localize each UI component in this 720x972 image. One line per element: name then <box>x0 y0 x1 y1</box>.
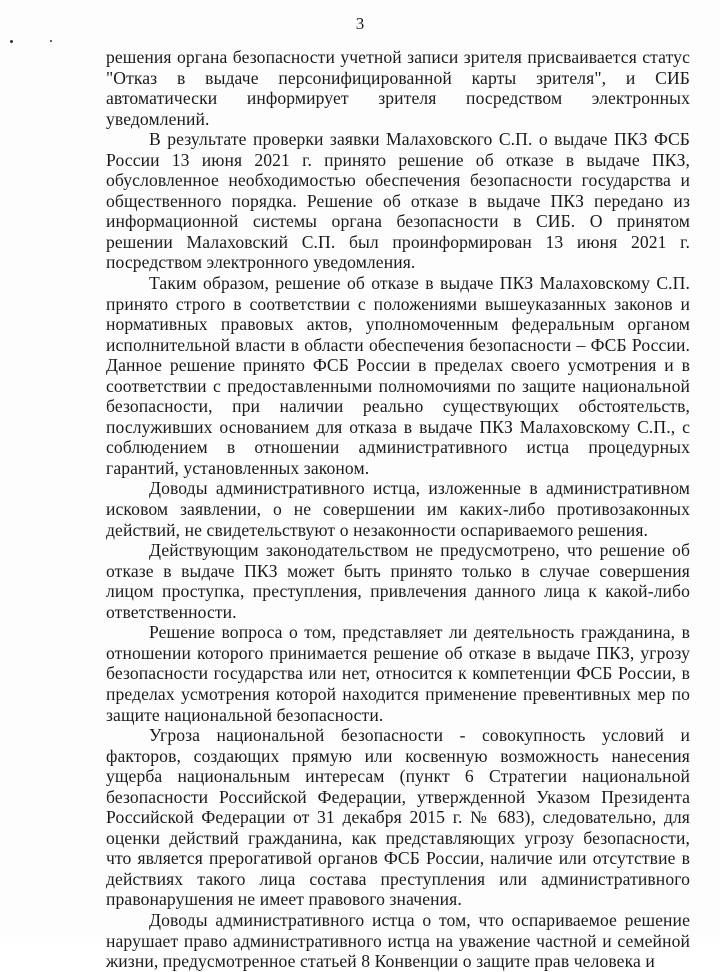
scan-speck <box>50 40 52 42</box>
scan-speck <box>10 40 13 43</box>
paragraph: В результате проверки заявки Малаховского С.П. о выдаче ПКЗ ФСБ России 13 июня 2021 г. принято решение об отказе в выдаче ПКЗ, обусловленное необходимостью обеспечения безопасности государства и общественного порядка. Решение об отказе в выдаче ПКЗ передано из информационной системы органа безопасности в СИБ. О принятом решении Малаховский С.П. был проинформирован 13 июня 2021 г. посредством электронного уведомления. <box>106 129 690 273</box>
paragraph: Угроза национальной безопасности - совокупность условий и факторов, создающих прямую или косвенную возможность нанесения ущерба национальным интересам (пункт 6 Стратегии национальной безопасности Российской Федерации, утвержденной Указом Президента Российской Федерации от 31 декабря 2015 г. № 683), следовательно, для оценки действий гражданина, как представляющих угрозу безопасности, что является прерогативой органов ФСБ России, наличие или отсутствие в действиях такого лица состава преступления или административного правонарушения не имеет правового значения. <box>106 725 690 910</box>
paragraph: Решение вопроса о том, представляет ли деятельность гражданина, в отношении которого принимается решение об отказе в выдаче ПКЗ, угрозу безопасности государства или нет, относится к компетенции ФСБ России, в пределах усмотрения которой находится применение превентивных мер по защите национальной безопасности. <box>106 622 690 725</box>
document-body <box>106 47 690 972</box>
paragraph: Доводы административного истца, изложенные в административном исковом заявлении, о не совершении им каких-либо противозаконных действий, не свидетельствуют о незаконности оспариваемого решения. <box>106 478 690 540</box>
page-number: 3 <box>355 14 365 33</box>
paragraph-continuation: решения органа безопасности учетной записи зрителя присваивается статус "Отказ в выдаче персонифицированной карты зрителя", и СИБ автоматически информирует зрителя посредством электронных уведомлений. <box>106 47 690 129</box>
paragraph: Доводы административного истца о том, что оспариваемое решение нарушает право административного истца на уважение частной и семейной жизни, предусмотренное статьей 8 Конвенции о защите прав человека и <box>106 909 690 972</box>
paragraph: Действующим законодательством не предусмотрено, что решение об отказе в выдаче ПКЗ может быть принято только в случае совершения лицом проступка, преступления, привлечения данного лица к какой-либо ответственности. <box>106 540 690 622</box>
paragraph: Таким образом, решение об отказе в выдаче ПКЗ Малаховскому С.П. принято строго в соответствии с положениями вышеуказанных законов и нормативных правовых актов, уполномоченным федеральным органом исполнительной власти в области обеспечения безопасности – ФСБ России. Данное решение принято ФСБ России в пределах своего усмотрения и в соответствии с предоставленными полномочиями по защите национальной безопасности, при наличии реально существующих обстоятельств, послуживших основанием для отказа в выдаче ПКЗ Малаховскому С.П., с соблюдением в отношении административного истца процедурных гарантий, установленных законом. <box>106 273 690 478</box>
